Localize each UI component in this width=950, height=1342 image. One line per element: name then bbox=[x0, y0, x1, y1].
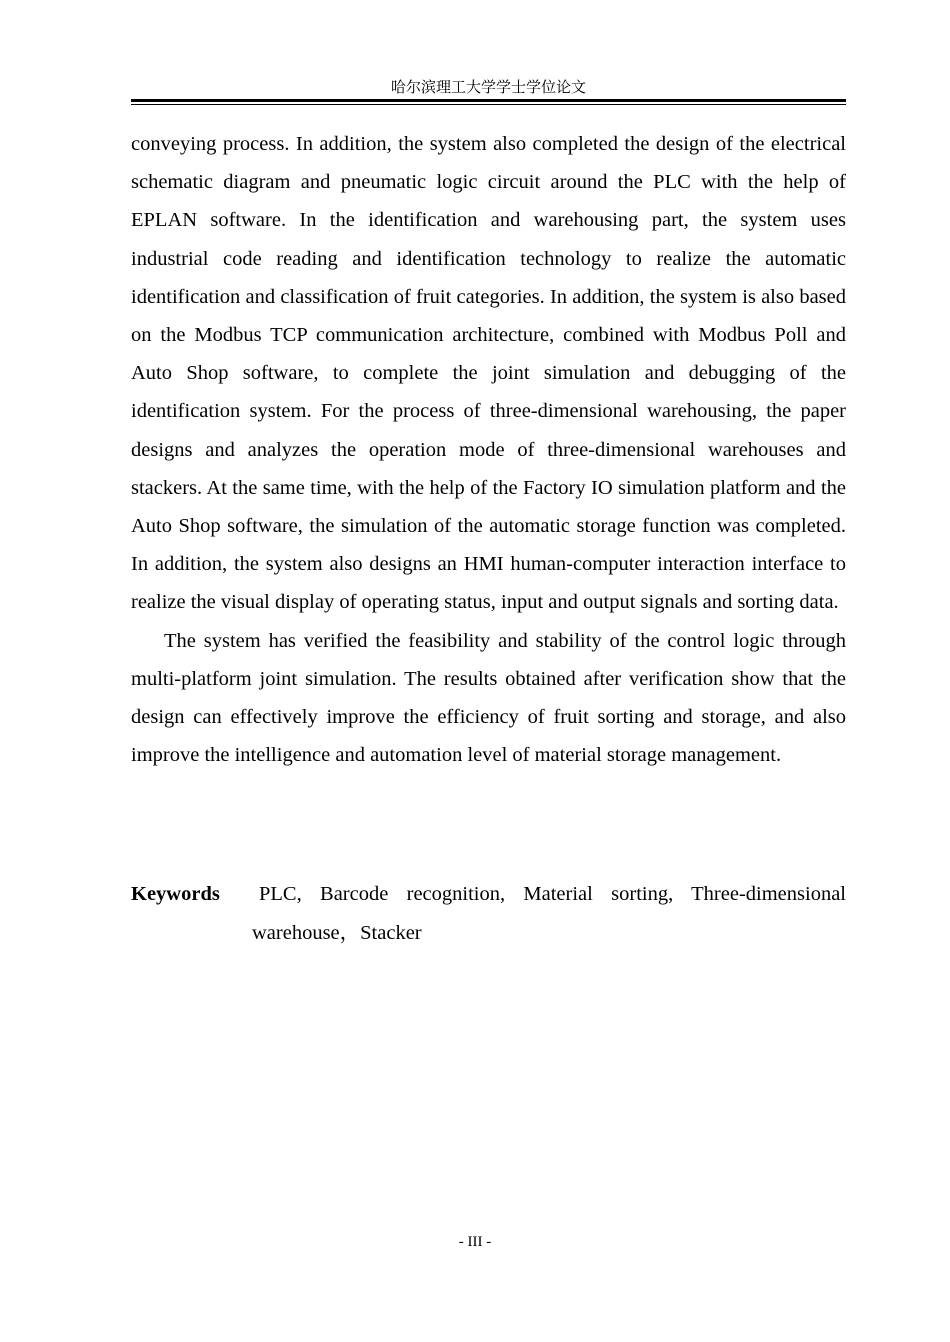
page-number: - III - bbox=[458, 1234, 492, 1250]
keywords-list: PLC, Barcode recognition, Material sorting, Three-dimensional warehouse，Stacker bbox=[252, 883, 846, 944]
keywords-label: Keywords bbox=[131, 883, 220, 905]
abstract-body bbox=[131, 125, 846, 774]
header-rule bbox=[131, 99, 846, 102]
header-rule-thin bbox=[131, 104, 846, 105]
paragraph: conveying process. In addition, the system also completed the design of the electrical schematic diagram and pneumatic logic circuit around the PLC with the help of EPLAN software. In the identification and warehousing part, the system uses industrial code reading and identification technology to realize the automatic identification and classification of fruit categories. In addition, the system is also based on the Modbus TCP communication architecture, combined with Modbus Poll and Auto Shop software, to complete the joint simulation and debugging of the identification system. For the process of three-dimensional warehousing, the paper designs and analyzes the operation mode of three-dimensional warehouses and stackers. At the same time, with the help of the Factory IO simulation platform and the Auto Shop software, the simulation of the automatic storage function was completed. In addition, the system also designs an HMI human-computer interaction interface to realize the visual display of operating status, input and output signals and sorting data. bbox=[131, 133, 846, 614]
keywords-section bbox=[131, 875, 846, 952]
running-header: 哈尔滨理工大学学士学位论文 bbox=[390, 80, 586, 96]
paragraph: The system has verified the feasibility and stability of the control logic through multi-platform joint simulation. The results obtained after verification show that the design can effectively improve the efficiency of fruit sorting and storage, and also improve the intelligence and automation level of material storage management. bbox=[131, 629, 846, 767]
